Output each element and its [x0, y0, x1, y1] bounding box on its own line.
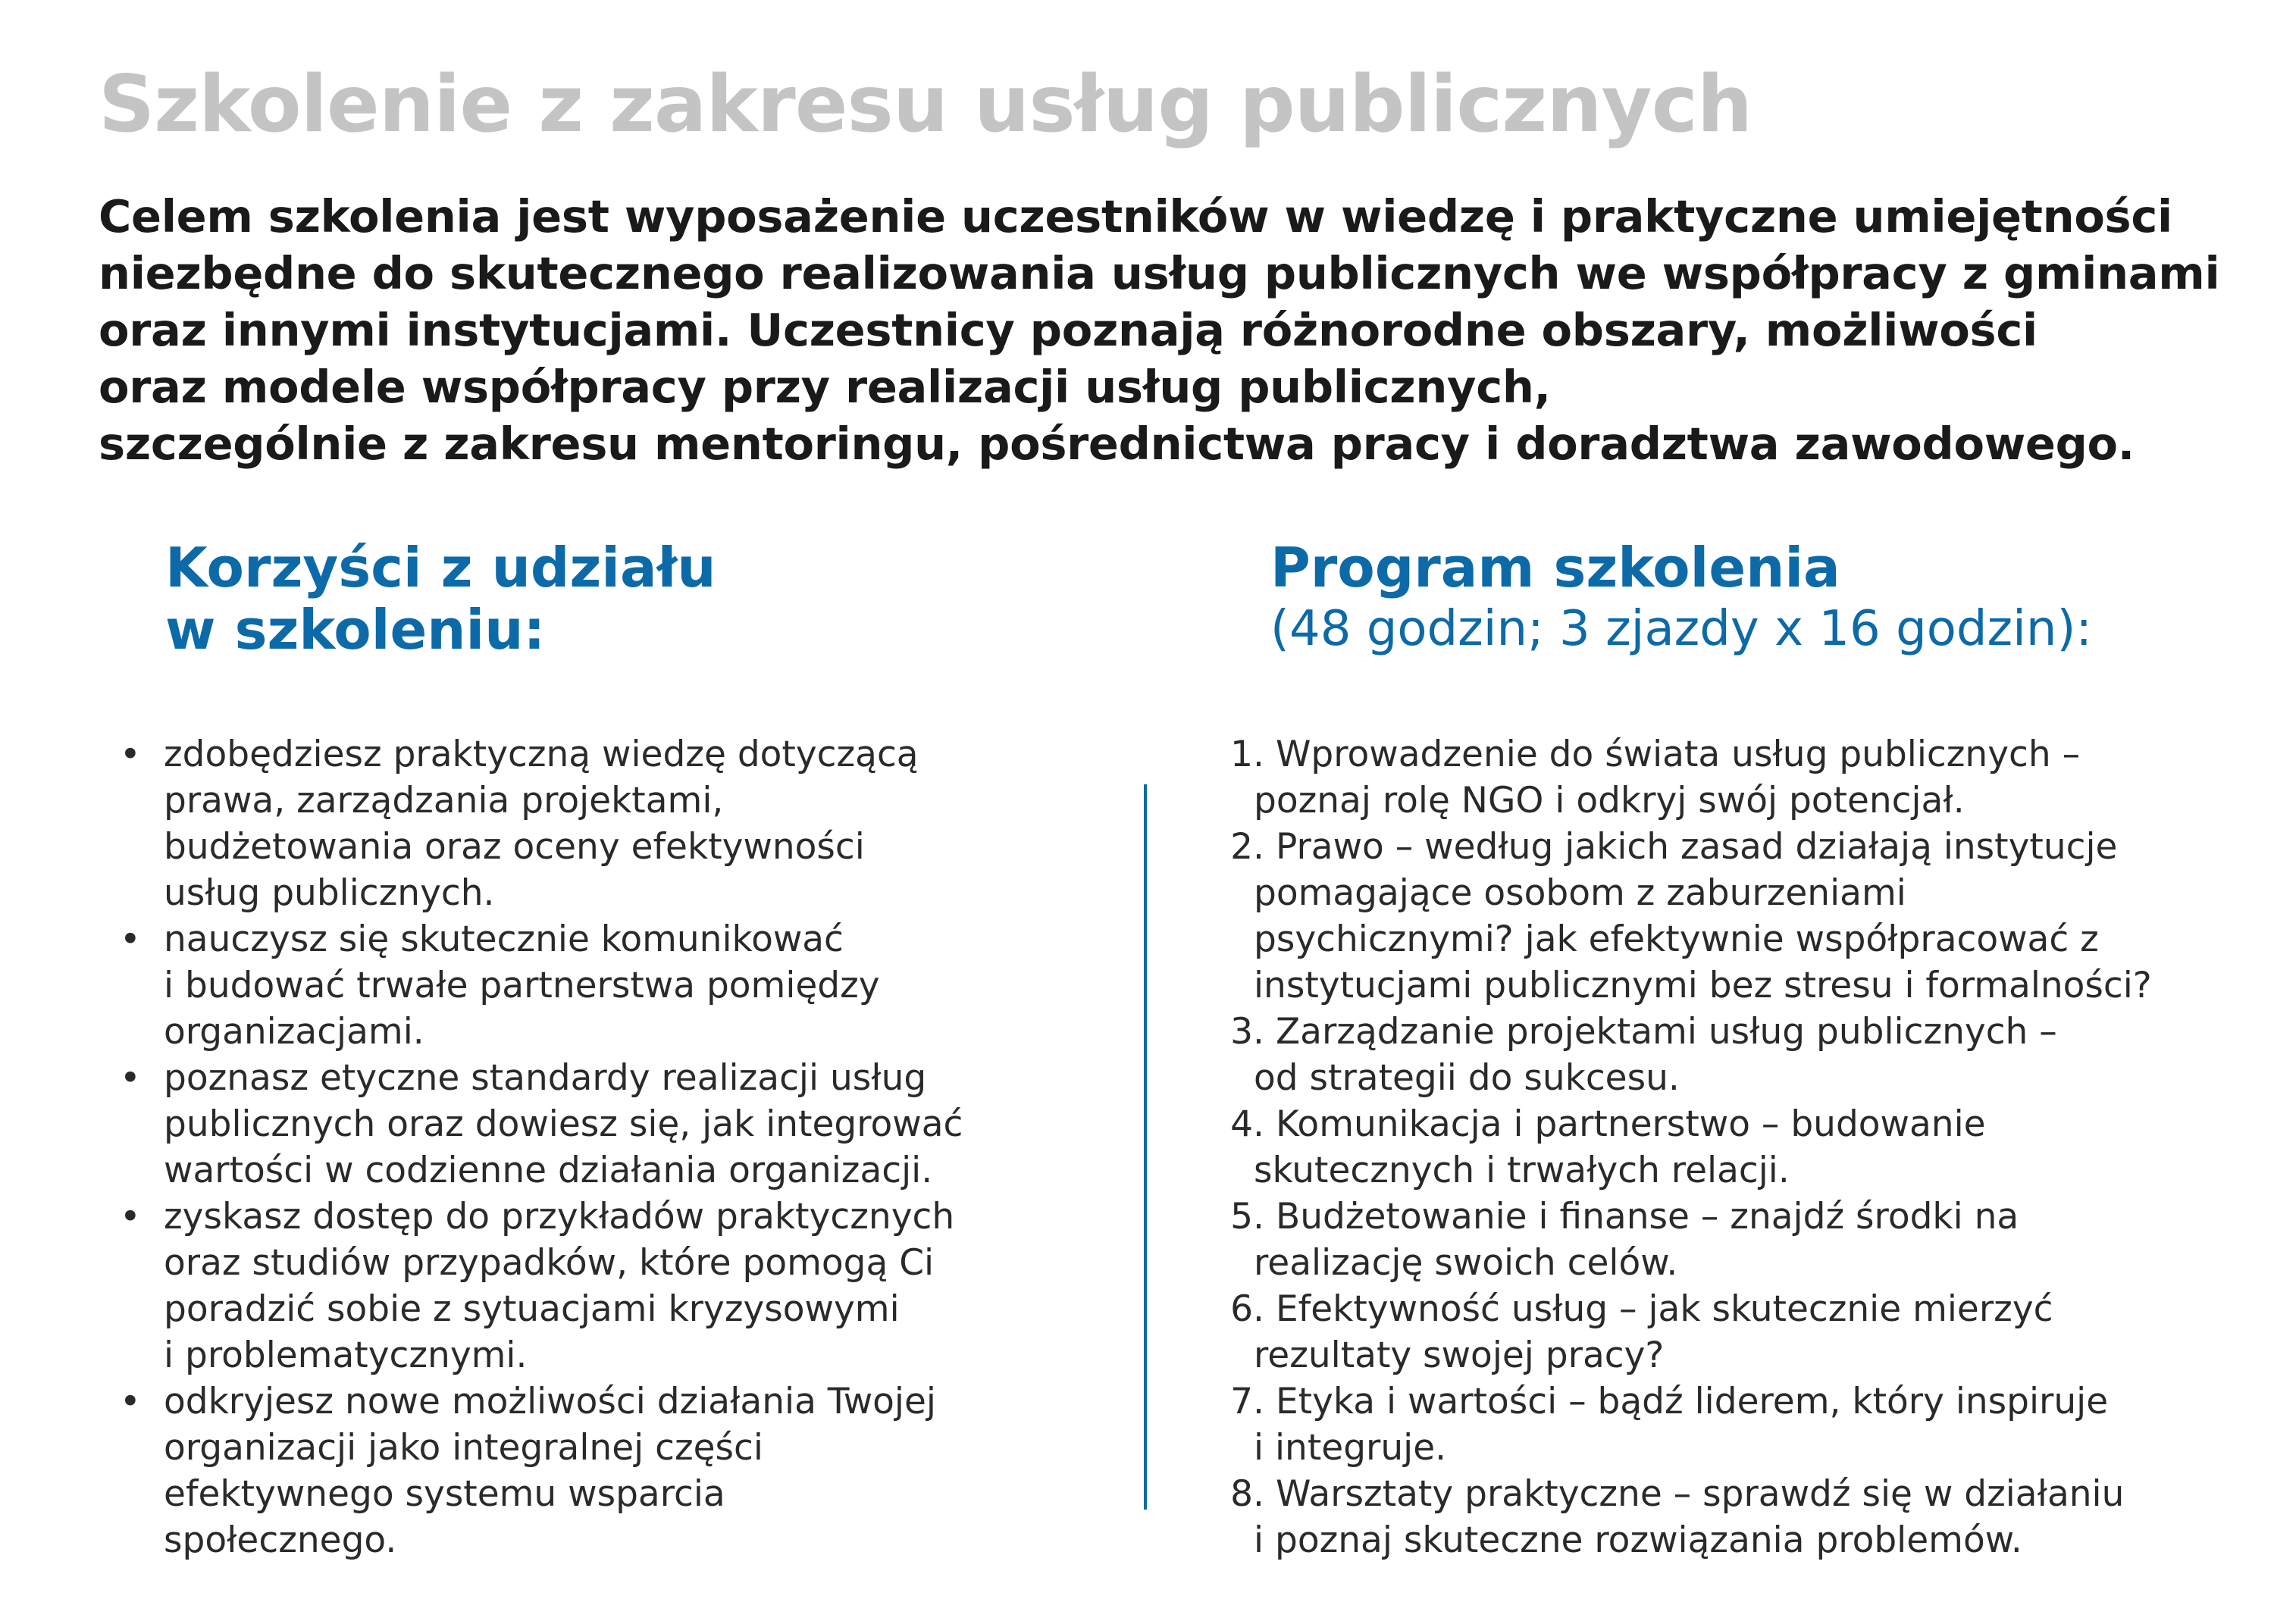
- program-line: Wprowadzenie do świata usług publicznych –: [1275, 734, 2081, 775]
- program-item: [1220, 731, 2152, 824]
- program-item-number: 2.: [1230, 826, 1264, 868]
- program-line: skutecznych i trwałych relacji.: [1254, 1150, 1790, 1191]
- program-line: i integruje.: [1254, 1427, 1447, 1469]
- intro-line: oraz modele współpracy przy realizacji usług publicznych,: [99, 361, 1551, 413]
- program-line: Budżetowanie i finanse – znajdź środki na: [1275, 1196, 2019, 1238]
- program-item: [1220, 824, 2152, 1009]
- program-line: rezultaty swojej pracy?: [1254, 1335, 1665, 1376]
- benefit-item: [114, 1055, 963, 1194]
- program-item-number: 8.: [1230, 1473, 1264, 1515]
- intro-paragraph: [99, 188, 2266, 472]
- benefit-line: oraz studiów przypadków, które pomogą Ci: [164, 1242, 935, 1284]
- benefit-line: wartości w codzienne działania organizacji.: [164, 1150, 933, 1191]
- benefit-line: zdobędziesz praktyczną wiedzę dotyczącą: [164, 734, 919, 775]
- program-line: Efektywność usług – jak skutecznie mierzyć: [1275, 1288, 2053, 1330]
- benefit-line: zyskasz dostęp do przykładów praktycznych: [164, 1196, 955, 1238]
- program-item-number: 7.: [1230, 1381, 1264, 1422]
- benefit-line: efektywnego systemu wsparcia: [164, 1473, 725, 1515]
- program-line: Etyka i wartości – bądź liderem, który inspiruje: [1275, 1381, 2109, 1422]
- benefits-heading-line2: w szkoleniu:: [165, 598, 546, 662]
- program-heading-subtitle: (48 godzin; 3 zjazdy x 16 godzin):: [1270, 601, 2092, 657]
- program-line: instytucjami publicznymi bez stresu i formalności?: [1254, 965, 2152, 1006]
- benefit-line: organizacjami.: [164, 1011, 424, 1053]
- column-divider: [1144, 784, 1147, 1510]
- benefit-line: publicznych oraz dowiesz się, jak integrować: [164, 1103, 963, 1145]
- intro-line: niezbędne do skutecznego realizowania usług publicznych we współpracy z gminami: [99, 247, 2220, 299]
- program-item-number: 3.: [1230, 1011, 1264, 1053]
- program-item: [1220, 1471, 2152, 1563]
- benefit-line: i problematycznymi.: [164, 1335, 528, 1376]
- program-item-number: 5.: [1230, 1196, 1264, 1238]
- benefit-item: [114, 731, 963, 916]
- program-line: psychicznymi? jak efektywnie współpracować z: [1254, 918, 2099, 960]
- program-item: [1220, 1194, 2152, 1286]
- benefit-line: nauczysz się skutecznie komunikować: [164, 918, 844, 960]
- program-item-number: 6.: [1230, 1288, 1264, 1330]
- benefit-line: prawa, zarządzania projektami,: [164, 780, 724, 821]
- benefit-line: i budować trwałe partnerstwa pomiędzy: [164, 965, 880, 1006]
- benefit-line: budżetowania oraz oceny efektywności: [164, 826, 865, 868]
- benefit-item: [114, 1378, 963, 1563]
- program-item-number: 4.: [1230, 1103, 1264, 1145]
- benefit-line: organizacji jako integralnej części: [164, 1427, 763, 1469]
- program-item: [1220, 1009, 2152, 1101]
- program-line: i poznaj skuteczne rozwiązania problemów.: [1254, 1519, 2022, 1561]
- benefit-line: poznasz etyczne standardy realizacji usług: [164, 1057, 927, 1099]
- bullet-icon: •: [120, 734, 141, 775]
- benefit-item: [114, 1194, 963, 1378]
- program-line: od strategii do sukcesu.: [1254, 1057, 1680, 1099]
- benefit-item: [114, 916, 963, 1055]
- bullet-icon: •: [120, 1196, 141, 1238]
- program-line: Komunikacja i partnerstwo – budowanie: [1275, 1103, 1986, 1145]
- benefit-line: poradzić sobie z sytuacjami kryzysowymi: [164, 1288, 900, 1330]
- benefit-line: odkryjesz nowe możliwości działania Twojej: [164, 1381, 936, 1422]
- bullet-icon: •: [120, 1381, 141, 1422]
- program-item-number: 1.: [1230, 734, 1264, 775]
- program-line: pomagające osobom z zaburzeniami: [1254, 872, 1906, 914]
- bullet-icon: •: [120, 1057, 141, 1099]
- program-item: [1220, 1286, 2152, 1378]
- program-line: Zarządzanie projektami usług publicznych –: [1275, 1011, 2057, 1053]
- program-item: [1220, 1101, 2152, 1194]
- program-line: Warsztaty praktyczne – sprawdź się w działaniu: [1275, 1473, 2125, 1515]
- intro-line: oraz innymi instytucjami. Uczestnicy poznają różnorodne obszary, możliwości: [99, 304, 2038, 356]
- intro-line: szczególnie z zakresu mentoringu, pośrednictwa pracy i doradztwa zawodowego.: [99, 418, 2135, 470]
- benefits-heading-line1: Korzyści z udziału: [165, 536, 716, 599]
- benefit-line: społecznego.: [164, 1519, 397, 1561]
- program-line: poznaj rolę NGO i odkryj swój potencjał.: [1254, 780, 1965, 821]
- program-item: [1220, 1378, 2152, 1471]
- program-heading: [1270, 537, 2092, 659]
- program-heading-title: Program szkolenia: [1270, 536, 1840, 599]
- benefits-heading: [165, 537, 716, 661]
- benefits-list: [114, 731, 963, 1563]
- page-title: Szkolenie z zakresu usług publicznych: [99, 59, 1752, 150]
- benefit-line: usług publicznych.: [164, 872, 495, 914]
- program-line: realizację swoich celów.: [1254, 1242, 1678, 1284]
- intro-line: Celem szkolenia jest wyposażenie uczestników w wiedzę i praktyczne umiejętności: [99, 190, 2172, 243]
- bullet-icon: •: [120, 918, 141, 960]
- program-line: Prawo – według jakich zasad działają instytucje: [1275, 826, 2118, 868]
- program-list: [1220, 731, 2152, 1563]
